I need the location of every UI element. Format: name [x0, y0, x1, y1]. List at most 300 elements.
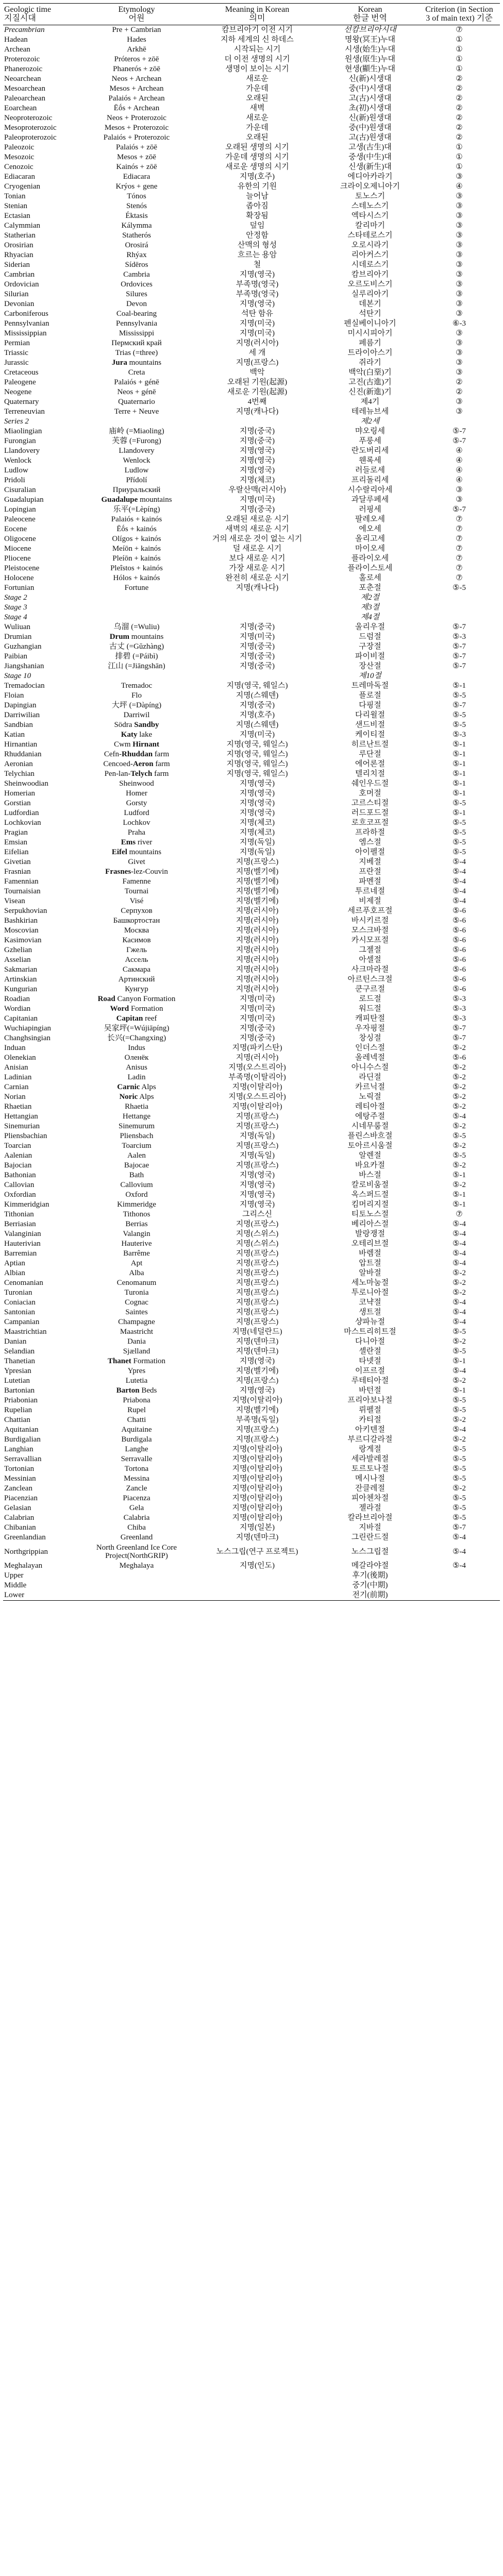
geologic-time-cell: Chibanian	[4, 1523, 36, 1532]
meaning-cell: 지명(미국)	[240, 319, 275, 328]
meaning-cell: 지명(영국)	[240, 1357, 275, 1365]
meaning-cell: 지명(일본)	[240, 1523, 275, 1532]
meaning-cell: 산맥의 형성	[237, 241, 277, 249]
korean-cell: 그젤절	[359, 946, 381, 954]
korean-cell: 플라이오세	[351, 554, 389, 563]
etymology-cell: Kimmeridge	[117, 1200, 156, 1209]
criterion-cell: ②	[456, 114, 463, 122]
etymology-cell: Sjælland	[123, 1347, 150, 1355]
criterion-cell: ⑤-2	[452, 1484, 466, 1493]
table-row	[3, 916, 500, 926]
criterion-cell: ④	[456, 447, 463, 455]
criterion-cell: ⑤-4	[452, 1367, 466, 1375]
table-row	[3, 270, 500, 280]
etymology-cell: Bath	[129, 1171, 144, 1179]
criterion-cell: ②	[456, 378, 463, 386]
criterion-cell: ⑤-2	[452, 1083, 466, 1091]
etymology-cell	[80, 593, 193, 603]
table-row	[3, 848, 500, 857]
korean-cell: 토르토나절	[351, 1465, 389, 1473]
table-row	[3, 143, 500, 152]
geologic-time-cell: Paleogene	[4, 378, 36, 386]
geologic-time-cell: Changhsingian	[4, 1034, 51, 1042]
geologic-time-cell: Thanetian	[4, 1357, 35, 1365]
etymology-cell: Arkhē	[127, 45, 146, 54]
etymology-cell: Mesos + Proterozoic	[104, 124, 169, 132]
meaning-cell: 가운데 생명의 시기	[225, 153, 289, 161]
korean-cell: 아르틴스크절	[347, 975, 393, 984]
geologic-time-cell: Stenian	[4, 202, 27, 210]
korean-cell: 이프르절	[355, 1367, 385, 1375]
table-row	[3, 152, 500, 162]
meaning-cell: 지명(프랑스)	[236, 1259, 279, 1267]
geologic-time-cell: Archean	[4, 45, 30, 54]
criterion-cell: ②	[456, 104, 463, 112]
criterion-cell: ⑤-4	[452, 1308, 466, 1316]
etymology-rest: Formation	[131, 1357, 166, 1365]
table-row	[3, 808, 500, 818]
etymology-cell	[80, 613, 193, 622]
geologic-time-cell: Valanginian	[4, 1230, 41, 1238]
etymology-cell: Rhýax	[126, 251, 147, 259]
meaning-cell: 지명(중국)	[240, 662, 275, 670]
etymology-cell	[80, 994, 193, 1004]
etymology-cell: Артинский	[118, 975, 155, 984]
table-row	[3, 1033, 500, 1043]
geologic-time-cell: Aeronian	[4, 760, 33, 768]
meaning-cell: 지명(중국)	[240, 427, 275, 435]
criterion-cell: ⑦	[456, 564, 463, 572]
criterion-cell: ②	[456, 75, 463, 83]
etymology-cell: Berrias	[125, 1220, 148, 1228]
korean-cell: 현생(顯生)누대	[345, 65, 395, 73]
geologic-time-cell: Cisuralian	[4, 486, 36, 494]
etymology-cell: Serravalle	[121, 1455, 153, 1463]
korean-cell: 아키텐절	[355, 1426, 385, 1434]
etymology-cell: Pliensbach	[120, 1132, 154, 1140]
etymology-cell: Ladin	[127, 1073, 146, 1081]
korean-cell: 엠스절	[359, 838, 381, 846]
criterion-cell	[418, 593, 500, 603]
table-row	[3, 671, 500, 681]
criterion-cell: ⑤-3	[452, 1005, 466, 1013]
etymology-cell	[80, 1092, 193, 1102]
criterion-cell: ③	[456, 202, 463, 210]
korean-cell: 로흐코프절	[351, 819, 389, 827]
etymology-cell: Quaternario	[118, 398, 155, 406]
korean-cell: 발랑쟁절	[355, 1230, 385, 1238]
korean-cell: 제10절	[359, 672, 381, 680]
criterion-cell: ⑤-6	[452, 936, 466, 944]
table-row	[3, 1053, 500, 1063]
korean-cell: 레티아절	[355, 1103, 385, 1111]
korean-cell: 샹파뉴절	[355, 1318, 385, 1326]
etymology-cell: Hettange	[122, 1112, 151, 1121]
geologic-time-cell: Series 2	[4, 417, 29, 426]
meaning-cell: 지명(이탈리아)	[232, 1494, 282, 1502]
etymology-line-1: North Greenland Ice Core	[96, 1544, 177, 1552]
meaning-cell: 지명(독일)	[240, 1151, 275, 1160]
korean-cell: 시생(始生)누대	[345, 45, 395, 54]
criterion-cell: ⑦	[456, 535, 463, 543]
meaning-cell: 그리스신	[242, 1210, 272, 1218]
geologic-time-cell: Jurassic	[4, 359, 29, 367]
korean-cell: 시수랄리아세	[347, 486, 393, 494]
etymology-cell: Cambria	[123, 270, 150, 279]
geologic-time-cell: Ediacaran	[4, 173, 35, 181]
criterion-cell: ②	[456, 124, 463, 132]
meaning-cell: 백악	[249, 368, 265, 377]
criterion-cell: ③	[456, 173, 463, 181]
etymology-cell: Оленёк	[124, 1054, 149, 1062]
criterion-cell: ①	[456, 65, 463, 73]
meaning-cell: 지명(프랑스)	[236, 1161, 279, 1170]
table-row	[3, 476, 500, 485]
korean-cell: 올리고세	[355, 535, 385, 543]
geologic-time-cell: Tonian	[4, 192, 26, 200]
criterion-cell: ⑤-6	[452, 985, 466, 993]
meaning-cell: 지명(오스트리아)	[228, 1063, 286, 1072]
table-row	[3, 1102, 500, 1112]
meaning-cell: 지명(영국, 웨일스)	[226, 682, 288, 690]
korean-cell: 카르닉절	[355, 1083, 385, 1091]
criterion-cell: ⑤-4	[452, 1533, 466, 1541]
korean-cell: 바시키르절	[351, 917, 389, 925]
etymology-cell: Palaiós + génē	[114, 378, 159, 386]
etymology-cell	[80, 720, 193, 730]
meaning-cell: 오래된 기원(起源)	[227, 378, 288, 386]
etymology-cell: Meíōn + kainós	[112, 545, 161, 553]
geologic-time-cell: Lutetian	[4, 1377, 30, 1385]
korean-cell: 신(新)시생대	[348, 75, 392, 83]
etymology-cell: Barrême	[123, 1249, 150, 1258]
geologic-time-cell: Permian	[4, 339, 30, 347]
criterion-cell: ④	[456, 466, 463, 474]
geologic-time-cell: Rhyacian	[4, 251, 33, 259]
criterion-cell: ⑤-4	[452, 1240, 466, 1248]
korean-cell: 아니수스절	[351, 1063, 389, 1072]
korean-cell: 워드절	[359, 1005, 381, 1013]
geologic-time-cell: Emsian	[4, 838, 27, 846]
criterion-cell: ⑤-2	[452, 1063, 466, 1072]
korean-cell: 푸룽세	[359, 437, 381, 445]
geologic-time-cell: Lochkovian	[4, 819, 41, 827]
geologic-time-cell: Frasnian	[4, 868, 31, 876]
etymology-cell: Palaiós + Archean	[108, 94, 165, 103]
geologic-time-cell: Turonian	[4, 1289, 32, 1297]
criterion-cell: ⑤-2	[452, 1279, 466, 1287]
header-etym-en: Etymology	[118, 5, 155, 14]
table-row	[3, 417, 500, 427]
meaning-cell: 오래된	[246, 133, 269, 142]
meaning-cell: 지명(이탈리아)	[232, 1504, 282, 1512]
table-row	[3, 662, 500, 671]
table-row	[3, 387, 500, 397]
meaning-cell: 지명(캐나다)	[236, 584, 279, 592]
geologic-time-cell: Miaolingian	[4, 427, 42, 435]
korean-cell: 투르네절	[355, 887, 385, 895]
criterion-cell	[418, 1571, 500, 1581]
meaning-cell	[193, 603, 322, 613]
etymology-cell: 吴家坪(=Wújiāpíng)	[104, 1024, 170, 1032]
criterion-cell: ⑤-7	[452, 652, 466, 660]
etymology-cell: Hades	[127, 36, 146, 44]
etymology-cell	[80, 848, 193, 857]
table-row	[3, 221, 500, 231]
etymology-cell: 古丈 (=Gŭzhàng)	[109, 642, 164, 651]
korean-cell: 토노스기	[355, 192, 385, 200]
criterion-cell: ③	[456, 300, 463, 308]
criterion-cell: ⑤-5	[452, 828, 466, 837]
criterion-cell: ⑤-2	[452, 1377, 466, 1385]
table-row	[3, 1151, 500, 1161]
geologic-time-cell: Wuchiapingian	[4, 1024, 52, 1032]
criterion-cell: ⑤-5	[452, 1475, 466, 1483]
etymology-rest: farm	[153, 760, 170, 768]
geologic-time-cell: Guzhangian	[4, 642, 42, 651]
table-row	[3, 710, 500, 720]
table-row	[3, 603, 500, 613]
etymology-cell: Tónos	[127, 192, 146, 200]
criterion-cell: ⑤-2	[452, 1435, 466, 1444]
meaning-cell: 지명(프랑스)	[236, 858, 279, 866]
table-row	[3, 1043, 500, 1053]
korean-cell: 원생(原生)누대	[345, 55, 395, 63]
korean-cell: 피아첸차절	[351, 1494, 389, 1502]
meaning-cell: 지명(벨기에)	[236, 897, 279, 905]
table-row	[3, 1259, 500, 1268]
meaning-cell: 석탄 함유	[241, 310, 273, 318]
meaning-cell: 지명(프랑스)	[236, 1269, 279, 1277]
korean-cell: 드럼절	[359, 633, 381, 641]
geologic-time-cell: Pragian	[4, 828, 28, 837]
korean-cell: 시네무룸절	[351, 1122, 389, 1130]
criterion-cell: ⑤-1	[452, 1386, 466, 1395]
meaning-cell: 새로운	[246, 75, 269, 83]
meaning-cell: 지명(미국)	[240, 496, 275, 504]
criterion-cell: ⑥-3	[452, 319, 466, 328]
korean-cell: 제2절	[360, 594, 380, 602]
korean-cell: 다리윌절	[355, 711, 385, 719]
criterion-cell: ⑤-6	[452, 1054, 466, 1062]
geologic-time-cell: Chattian	[4, 1416, 30, 1424]
korean-cell: 플린스바흐절	[347, 1132, 393, 1140]
meaning-cell: 생명이 보이는 시기	[225, 65, 289, 73]
geologic-time-cell: Tournaisian	[4, 887, 41, 895]
korean-cell: 히르난트절	[351, 740, 389, 749]
etymology-bold: Ems	[121, 838, 136, 846]
meaning-cell: 지명(프랑스)	[236, 1426, 279, 1434]
meaning-cell: 가운데	[246, 124, 269, 132]
korean-cell: 에어론절	[355, 760, 385, 768]
korean-cell: 프리아보나절	[347, 1396, 393, 1404]
table-row	[3, 231, 500, 241]
table-row	[3, 857, 500, 867]
korean-cell: 바렘절	[359, 1249, 381, 1258]
table-row	[3, 1425, 500, 1435]
table-row	[3, 701, 500, 710]
meaning-cell: 안정함	[246, 231, 269, 240]
meaning-cell: 지명(러시아)	[236, 956, 279, 964]
meaning-cell: 지명(러시아)	[236, 965, 279, 974]
etymology-cell: Messina	[124, 1475, 149, 1483]
korean-cell: 후기(後期)	[352, 1571, 388, 1580]
meaning-cell: 지명(독일)	[240, 838, 275, 846]
table-row	[3, 652, 500, 662]
table-row	[3, 1161, 500, 1171]
etymology-cell: Callovium	[120, 1181, 153, 1189]
meaning-cell: 지명(영국)	[240, 1200, 275, 1209]
meaning-cell: 지명(미국)	[240, 731, 275, 739]
geologic-time-cell: Proterozoic	[4, 55, 40, 63]
header-time-ko: 지질시대	[4, 14, 36, 23]
etymology-cell	[80, 740, 193, 750]
meaning-cell: 부족명(이탈리아)	[228, 1073, 286, 1081]
etymology-lead: Cwm	[114, 740, 133, 749]
korean-cell: 프리돌리세	[351, 476, 389, 484]
criterion-cell: ⑤-5	[452, 799, 466, 807]
meaning-cell: 지명(스위스)	[236, 1240, 279, 1248]
korean-cell: 로드절	[359, 995, 381, 1003]
korean-cell: 알렌절	[359, 1151, 381, 1160]
table-row	[3, 290, 500, 299]
korean-cell: 장산절	[359, 662, 381, 670]
table-row	[3, 799, 500, 808]
korean-cell: 인더스절	[355, 1044, 385, 1052]
geologic-time-cell: Mesoproterozoic	[4, 124, 57, 132]
table-row	[3, 515, 500, 524]
korean-cell: 울리우절	[355, 623, 385, 631]
table-row	[3, 1494, 500, 1503]
meaning-cell: 지명(중국)	[240, 505, 275, 514]
meaning-cell: 지명(러시아)	[236, 1054, 279, 1062]
meaning-cell: 지명(벨기에)	[236, 1367, 279, 1375]
geologic-time-cell: Tithonian	[4, 1210, 34, 1218]
criterion-cell: ⑤-4	[452, 868, 466, 876]
table-row	[3, 1063, 500, 1073]
etymology-cell: Chiba	[127, 1523, 146, 1532]
etymology-cell: Turonia	[124, 1289, 149, 1297]
criterion-cell: ⑦	[456, 1210, 463, 1218]
meaning-cell: 새로운 생명의 시기	[225, 163, 289, 171]
criterion-cell: ③	[456, 231, 463, 240]
etymology-cell: Sídēros	[125, 261, 148, 269]
korean-cell: 세르푸호프절	[347, 907, 393, 915]
criterion-cell: ⑦	[456, 574, 463, 582]
table-row	[3, 524, 500, 534]
etymology-cell: Palaiós + kainós	[111, 515, 162, 523]
geologic-time-cell: Lower	[3, 1590, 80, 1601]
korean-cell: 엑타시스기	[351, 212, 389, 220]
korean-cell: 샌드비절	[355, 721, 385, 729]
etymology-cell: Valangin	[123, 1230, 150, 1238]
meaning-cell: 지명(영국)	[240, 789, 275, 798]
table-row	[3, 1445, 500, 1454]
korean-cell: 프라하절	[355, 828, 385, 837]
meaning-cell: 철	[253, 261, 261, 269]
criterion-cell: ⑤-1	[452, 750, 466, 758]
criterion-cell: ⑤-5	[452, 819, 466, 827]
korean-cell: 타넷절	[359, 1357, 381, 1365]
table-row	[3, 583, 500, 593]
geologic-time-cell: Hadean	[4, 36, 28, 44]
geologic-time-cell: Bartonian	[4, 1386, 35, 1395]
etymology-bold: Word	[110, 1005, 129, 1013]
meaning-cell: 지명(러시아)	[236, 917, 279, 925]
meaning-cell: 시작되는 시기	[233, 45, 281, 54]
table-row	[3, 94, 500, 104]
meaning-cell: 지명(중국)	[240, 652, 275, 660]
table-row	[3, 828, 500, 838]
table-row	[3, 573, 500, 583]
etymology-rest: mountains	[127, 848, 162, 856]
etymology-cell: Lutetia	[125, 1377, 148, 1385]
table-row	[3, 1131, 500, 1141]
meaning-cell: 덜 새로운 시기	[232, 545, 282, 553]
header-etymology	[80, 4, 193, 25]
geologic-time-cell: Serravallian	[4, 1455, 42, 1463]
meaning-cell: 지명(러시아)	[236, 936, 279, 944]
korean-cell: 시데로스기	[351, 261, 389, 269]
meaning-cell: 지명(체코)	[240, 819, 275, 827]
meaning-cell: 지명(러시아)	[236, 975, 279, 984]
etymology-lead: Cencoed-	[103, 760, 133, 768]
meaning-cell: 새벽	[249, 104, 265, 112]
geologic-time-cell: Oligocene	[4, 535, 36, 543]
table-row	[3, 45, 500, 55]
etymology-cell: Fortune	[124, 584, 149, 592]
geologic-time-cell: Pleistocene	[4, 564, 40, 572]
geologic-time-cell: Bathonian	[4, 1171, 36, 1179]
meaning-cell: 지명(영국)	[240, 1386, 275, 1395]
criterion-cell: ③	[456, 359, 463, 367]
korean-cell: 에탕주절	[355, 1112, 385, 1121]
table-row	[3, 1474, 500, 1484]
etymology-cell: Ordovices	[121, 280, 153, 289]
criterion-cell: ⑤-2	[452, 1416, 466, 1424]
criterion-cell: ⑤-3	[452, 995, 466, 1003]
criterion-cell: ⑤-6	[452, 917, 466, 925]
meaning-cell: 노스그립(연구 프로젝트)	[216, 1548, 298, 1556]
geologic-time-cell: Pliocene	[4, 554, 31, 563]
etymology-bold: Thanet	[107, 1357, 131, 1365]
etymology-cell: Givet	[128, 858, 145, 866]
criterion-cell: ⑤-5	[452, 1504, 466, 1512]
korean-cell: 바턴절	[359, 1386, 381, 1395]
table-row	[3, 730, 500, 740]
geologic-time-cell: Wuliuan	[4, 623, 31, 631]
criterion-cell: ③	[456, 261, 463, 269]
table-row	[3, 1327, 500, 1337]
criterion-cell: ⑦	[456, 26, 463, 34]
geologic-time-cell: Priabonian	[4, 1396, 38, 1404]
criterion-cell: ⑤-5	[452, 711, 466, 719]
geologic-time-cell: Silurian	[4, 290, 29, 298]
criterion-cell: ⑤-5	[452, 1445, 466, 1453]
table-row	[3, 495, 500, 505]
korean-cell: 캐피탄절	[355, 1014, 385, 1023]
table-row	[3, 1543, 500, 1561]
table-row	[3, 260, 500, 270]
criterion-cell: ①	[456, 45, 463, 54]
meaning-cell: 지명(영국)	[240, 799, 275, 807]
table-row	[3, 1337, 500, 1347]
geologic-time-cell: Tremadocian	[4, 682, 45, 690]
table-row	[3, 1308, 500, 1317]
geologic-time-cell: Givetian	[4, 858, 31, 866]
geologic-time-cell: Gelasian	[4, 1504, 31, 1512]
header-criterion	[418, 4, 500, 25]
